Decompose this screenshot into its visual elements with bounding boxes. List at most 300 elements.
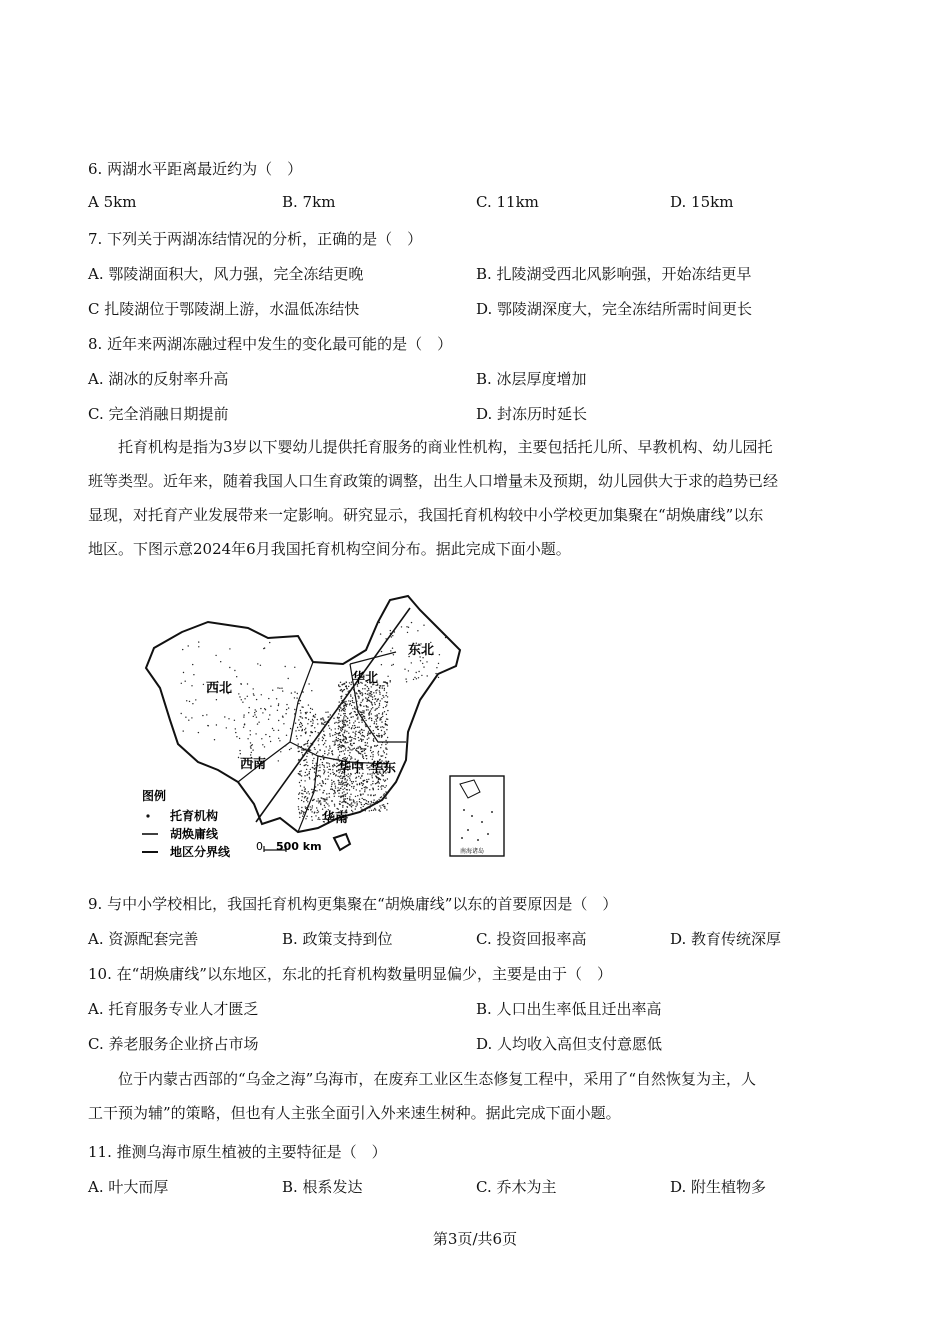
institution-dot — [380, 786, 381, 787]
institution-dot — [362, 720, 363, 721]
institution-dot — [353, 786, 354, 787]
institution-dot — [352, 716, 353, 717]
institution-dot — [243, 714, 244, 715]
institution-dot — [379, 705, 380, 706]
institution-dot — [261, 738, 262, 739]
q7-option-d: D. 鄂陵湖深度大，完全冻结所需时间更长 — [476, 300, 753, 318]
institution-dot — [343, 739, 344, 740]
institution-dot — [373, 788, 374, 789]
institution-dot — [353, 702, 354, 703]
institution-dot — [290, 748, 291, 749]
institution-dot — [278, 703, 279, 704]
institution-dot — [368, 801, 369, 802]
q9-option-c: C. 投资回报率高 — [476, 930, 587, 948]
institution-dot — [359, 799, 360, 800]
institution-dot — [350, 799, 351, 800]
institution-dot — [239, 738, 240, 739]
institution-dot — [340, 796, 341, 797]
institution-dot — [323, 744, 324, 745]
institution-dot — [383, 750, 384, 751]
institution-dot — [375, 715, 376, 716]
institution-dot — [341, 698, 342, 699]
institution-dot — [362, 732, 363, 733]
institution-dot — [344, 794, 345, 795]
q6-option-a: A 5km — [88, 193, 137, 211]
institution-dot — [268, 719, 269, 720]
institution-dot — [384, 690, 385, 691]
institution-dot — [298, 809, 299, 810]
institution-dot — [362, 688, 363, 689]
institution-dot — [306, 756, 307, 757]
institution-dot — [355, 736, 356, 737]
institution-dot — [391, 665, 392, 666]
institution-dot — [344, 707, 345, 708]
institution-dot — [306, 792, 307, 793]
institution-dot — [366, 701, 367, 702]
institution-dot — [343, 757, 344, 758]
institution-dot — [321, 798, 322, 799]
institution-dot — [360, 753, 361, 754]
institution-dot — [363, 710, 364, 711]
institution-dot — [304, 787, 305, 788]
institution-dot — [371, 713, 372, 714]
institution-dot — [285, 713, 286, 714]
institution-dot — [349, 804, 350, 805]
institution-dot — [386, 724, 387, 725]
institution-dot — [367, 694, 368, 695]
institution-dot — [379, 778, 380, 779]
institution-dot — [305, 759, 306, 760]
institution-dot — [352, 725, 353, 726]
institution-dot — [309, 778, 310, 779]
institution-dot — [373, 735, 374, 736]
institution-dot — [356, 692, 357, 693]
institution-dot — [329, 766, 330, 767]
institution-dot — [408, 627, 409, 628]
region-boundaries — [238, 652, 406, 832]
institution-dot — [340, 784, 341, 785]
institution-dot — [298, 743, 299, 744]
institution-dot — [236, 736, 237, 737]
institution-dot — [220, 661, 221, 662]
institution-dot — [347, 783, 348, 784]
institution-dot — [376, 720, 377, 721]
institution-dot — [307, 753, 308, 754]
institution-dot — [368, 714, 369, 715]
institution-dot — [335, 792, 336, 793]
institution-dot — [362, 718, 363, 719]
institution-dot — [344, 703, 345, 704]
institution-dot — [313, 758, 314, 759]
institution-dot — [318, 817, 319, 818]
institution-dot — [347, 779, 348, 780]
institution-dot — [322, 740, 323, 741]
institution-dot — [250, 748, 251, 749]
institution-dot — [303, 813, 304, 814]
institution-dot — [354, 728, 355, 729]
institution-dot — [339, 801, 340, 802]
institution-dot — [377, 708, 378, 709]
institution-dot — [345, 704, 346, 705]
institution-dot — [377, 729, 378, 730]
institution-dot — [341, 747, 342, 748]
institution-dot — [341, 710, 342, 711]
institution-dot — [372, 777, 373, 778]
institution-dot — [374, 702, 375, 703]
childcare-distribution-map — [138, 592, 510, 862]
institution-dot — [359, 693, 360, 694]
institution-dot — [382, 685, 383, 686]
institution-dot — [243, 727, 244, 728]
institution-dot — [241, 684, 242, 685]
institution-dot — [329, 763, 330, 764]
institution-dot — [357, 706, 358, 707]
institution-dot — [367, 804, 368, 805]
institution-dot — [323, 727, 324, 728]
institution-dot — [250, 746, 251, 747]
institution-dot — [372, 754, 373, 755]
institution-dot — [411, 622, 412, 623]
institution-dot — [327, 762, 328, 763]
institution-dot — [307, 745, 308, 746]
institution-dot — [319, 764, 320, 765]
institution-dot — [257, 663, 258, 664]
institution-dot — [381, 785, 382, 786]
institution-dot — [377, 726, 378, 727]
institution-dot — [411, 662, 412, 663]
institution-dot — [243, 716, 244, 717]
institution-dot — [315, 790, 316, 791]
institution-dot — [250, 730, 251, 731]
institution-dot — [327, 754, 328, 755]
institution-dot — [335, 775, 336, 776]
institution-dot — [328, 719, 329, 720]
institution-dot — [297, 727, 298, 728]
institution-dot — [332, 766, 333, 767]
institution-dot — [333, 793, 334, 794]
institution-dot — [367, 773, 368, 774]
institution-dot — [301, 810, 302, 811]
institution-dot — [348, 733, 349, 734]
institution-dot — [331, 751, 332, 752]
scale-zero: 0 — [256, 840, 263, 853]
institution-dot — [331, 729, 332, 730]
institution-dot — [338, 747, 339, 748]
institution-dot — [315, 767, 316, 768]
institution-dot — [334, 783, 335, 784]
institution-dot — [301, 775, 302, 776]
institution-dot — [340, 729, 341, 730]
institution-dot — [375, 726, 376, 727]
institution-dot — [361, 722, 362, 723]
institution-dot — [323, 773, 324, 774]
institution-dot — [353, 800, 354, 801]
institution-dot — [368, 779, 369, 780]
institution-dot — [278, 730, 279, 731]
institution-dot — [352, 805, 353, 806]
institution-dot — [330, 735, 331, 736]
institution-dot — [375, 708, 376, 709]
institution-dot — [306, 762, 307, 763]
institution-dot — [300, 722, 301, 723]
institution-dot — [339, 717, 340, 718]
institution-dot — [344, 731, 345, 732]
institution-dot — [387, 778, 388, 779]
institution-dot — [354, 743, 355, 744]
institution-dot — [381, 744, 382, 745]
q9-option-a: A. 资源配套完善 — [88, 930, 199, 948]
institution-dot — [314, 765, 315, 766]
institution-dot — [299, 817, 300, 818]
institution-dot — [281, 688, 282, 689]
institution-dot — [240, 753, 241, 754]
institution-dot — [317, 751, 318, 752]
institution-dot — [349, 778, 350, 779]
institution-dot — [238, 757, 239, 758]
passage-childcare-line: 地区。下图示意2024年6月我国托育机构空间分布。据此完成下面小题。 — [88, 540, 571, 558]
institution-dot — [191, 717, 192, 718]
institution-dot — [345, 802, 346, 803]
institution-dot — [385, 733, 386, 734]
institution-dot — [191, 685, 192, 686]
institution-dot — [381, 796, 382, 797]
institution-dot — [327, 767, 328, 768]
institution-dot — [189, 701, 190, 702]
institution-dot — [332, 772, 333, 773]
institution-dot — [355, 759, 356, 760]
institution-dot — [384, 701, 385, 702]
institution-dot — [381, 717, 382, 718]
institution-dot — [238, 693, 239, 694]
institution-dot — [344, 683, 345, 684]
region-label-southwest: 西南 — [240, 757, 267, 772]
institution-dot — [317, 719, 318, 720]
institution-dot — [340, 721, 341, 722]
institution-dot — [303, 811, 304, 812]
institution-dot — [304, 789, 305, 790]
institution-dot — [310, 746, 311, 747]
institution-dot — [413, 679, 414, 680]
institution-dot — [343, 713, 344, 714]
institution-dot — [304, 780, 305, 781]
institution-dot — [295, 723, 296, 724]
institution-dot — [300, 735, 301, 736]
institution-dot — [320, 759, 321, 760]
institution-dot — [298, 703, 299, 704]
institution-dot — [386, 749, 387, 750]
region-label-south: 华南 — [322, 811, 349, 826]
institution-dot — [358, 740, 359, 741]
institution-dot — [384, 731, 385, 732]
institution-dot — [316, 764, 317, 765]
institution-dot — [202, 715, 203, 716]
institution-dot — [384, 734, 385, 735]
institution-dot — [298, 751, 299, 752]
institution-dot — [319, 749, 320, 750]
institution-dot — [347, 798, 348, 799]
institution-dot — [346, 731, 347, 732]
institution-dot — [309, 735, 310, 736]
institution-dot — [336, 759, 337, 760]
institution-dot — [351, 705, 352, 706]
institution-dot — [385, 638, 386, 639]
institution-dot — [305, 764, 306, 765]
institution-dot — [340, 735, 341, 736]
institution-dot — [354, 708, 355, 709]
institution-dot — [318, 775, 319, 776]
institution-dot — [302, 690, 303, 691]
institution-dot — [378, 786, 379, 787]
institution-dot — [355, 781, 356, 782]
q11-option-d: D. 附生植物多 — [670, 1178, 767, 1196]
institution-dot — [312, 744, 313, 745]
institution-dot — [302, 754, 303, 755]
region-label-northeast: 东北 — [408, 643, 435, 658]
institution-dot — [353, 788, 354, 789]
institution-dot — [338, 756, 339, 757]
institution-dot — [312, 805, 313, 806]
institution-dot — [368, 697, 369, 698]
institution-dot — [376, 735, 377, 736]
institution-dot — [346, 682, 347, 683]
institution-dot — [309, 777, 310, 778]
region-label-east: 华东 — [370, 761, 397, 776]
institution-dot — [342, 780, 343, 781]
institution-dot — [372, 699, 373, 700]
institution-dot — [351, 810, 352, 811]
institution-dot — [302, 816, 303, 817]
institution-dot — [363, 730, 364, 731]
institution-dot — [373, 799, 374, 800]
institution-dot — [311, 789, 312, 790]
institution-dot — [385, 744, 386, 745]
institution-dot — [344, 689, 345, 690]
institution-dot — [375, 719, 376, 720]
institution-dot — [319, 767, 320, 768]
institution-dot — [373, 730, 374, 731]
institution-dot — [314, 747, 315, 748]
institution-dot — [384, 793, 385, 794]
institution-dot — [247, 683, 248, 684]
institution-dot — [345, 757, 346, 758]
institution-dot — [298, 794, 299, 795]
institution-dot — [377, 745, 378, 746]
institution-dot — [362, 716, 363, 717]
institution-dot — [253, 716, 254, 717]
institution-dot — [318, 744, 319, 745]
institution-dot — [345, 794, 346, 795]
institution-dot — [338, 720, 339, 721]
institution-dot — [350, 737, 351, 738]
passage-wuhai-line: 工干预为辅”的策略，但也有人主张全面引入外来速生树种。据此完成下面小题。 — [88, 1104, 621, 1122]
institution-dot — [359, 801, 360, 802]
institution-dot — [364, 787, 365, 788]
institution-dot — [312, 800, 313, 801]
institution-dot — [329, 748, 330, 749]
institution-dot — [371, 752, 372, 753]
institution-dot — [342, 734, 343, 735]
institution-dot — [318, 802, 319, 803]
institution-dot — [343, 796, 344, 797]
institution-dot — [340, 715, 341, 716]
institution-dot — [324, 722, 325, 723]
institution-dot — [322, 780, 323, 781]
institution-dot — [311, 811, 312, 812]
institution-dot — [256, 711, 257, 712]
institution-dot — [440, 631, 441, 632]
institution-dot — [312, 723, 313, 724]
institution-dot — [355, 796, 356, 797]
institution-dot — [368, 713, 369, 714]
institution-dot — [307, 750, 308, 751]
institution-dot — [250, 734, 251, 735]
institution-dot — [370, 726, 371, 727]
institution-dot — [351, 786, 352, 787]
institution-dot — [312, 763, 313, 764]
institution-dot — [236, 676, 237, 677]
institution-dot — [368, 731, 369, 732]
institution-dot — [354, 695, 355, 696]
institution-dot — [347, 789, 348, 790]
institution-dot — [323, 769, 324, 770]
institution-dot — [334, 734, 335, 735]
institution-dot — [372, 783, 373, 784]
institution-dot — [316, 790, 317, 791]
institution-dot — [343, 725, 344, 726]
institution-dot — [349, 722, 350, 723]
institution-dot — [297, 747, 298, 748]
institution-dot — [228, 718, 229, 719]
institution-dot — [309, 793, 310, 794]
institution-dot — [250, 754, 251, 755]
institution-dot — [371, 694, 372, 695]
institution-dot — [299, 813, 300, 814]
institution-dot — [286, 735, 287, 736]
institution-dot — [357, 795, 358, 796]
institution-dot — [339, 709, 340, 710]
institution-dot — [332, 754, 333, 755]
institution-dot — [337, 787, 338, 788]
institution-dot — [283, 723, 284, 724]
institution-dot — [303, 744, 304, 745]
institution-dot — [251, 752, 252, 753]
q11-stem: 11. 推测乌海市原生植被的主要特征是（ ） — [88, 1143, 387, 1161]
institution-dot — [351, 717, 352, 718]
institution-dot — [198, 646, 199, 647]
institution-dot — [328, 725, 329, 726]
institution-dot — [423, 666, 424, 667]
institution-dot — [268, 698, 269, 699]
institution-dot — [334, 723, 335, 724]
institution-dot — [392, 631, 393, 632]
institution-dot — [279, 740, 280, 741]
institution-dot — [364, 799, 365, 800]
institution-dot — [385, 796, 386, 797]
institution-dot — [239, 750, 240, 751]
institution-dot — [359, 783, 360, 784]
institution-dot — [360, 733, 361, 734]
institution-dot — [365, 693, 366, 694]
institution-dot — [358, 776, 359, 777]
institution-dot — [269, 642, 270, 643]
institution-dot — [192, 664, 193, 665]
institution-dot — [269, 736, 270, 737]
institution-dot — [378, 707, 379, 708]
institution-dot — [356, 777, 357, 778]
institution-dot — [323, 790, 324, 791]
institution-dot — [344, 784, 345, 785]
institution-dot — [374, 695, 375, 696]
